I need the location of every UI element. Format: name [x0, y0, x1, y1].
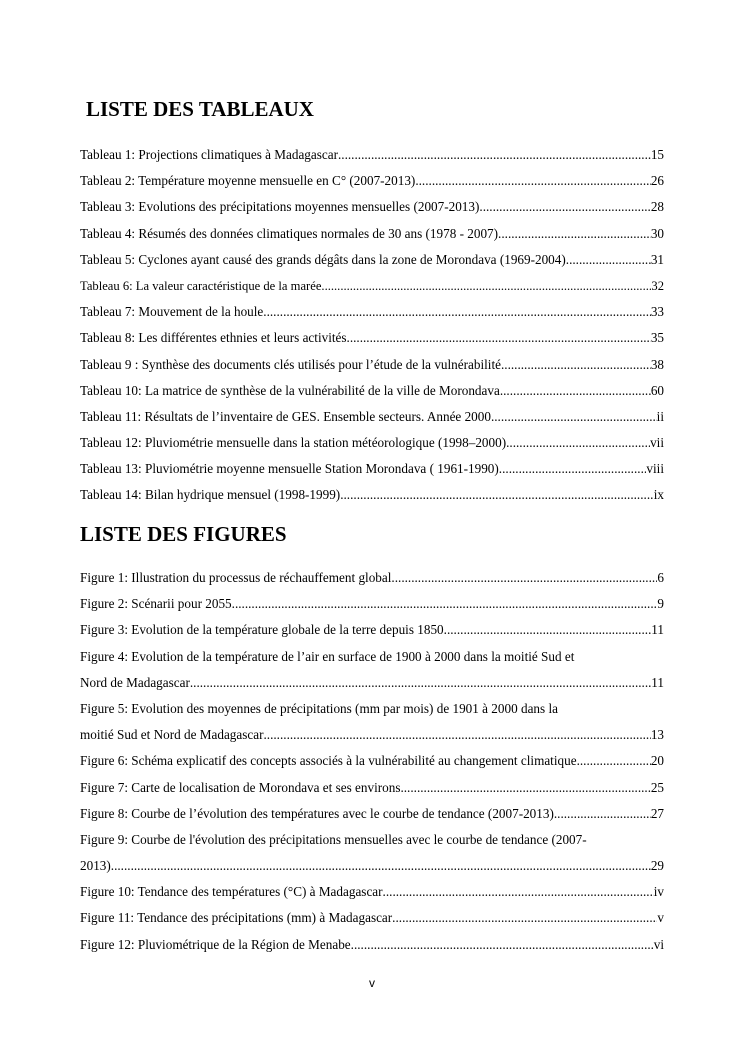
toc-entry[interactable]: Tableau 9 : Synthèse des documents clés utilisés pour l’étude de la vulnérabilité ..... 38: [80, 352, 664, 378]
toc-entry[interactable]: Figure 3: Evolution de la température globale de la terre depuis 1850 ..... 11: [80, 617, 664, 643]
figures-heading: LISTE DES FIGURES: [80, 522, 287, 546]
toc-entry[interactable]: Tableau 14: Bilan hydrique mensuel (1998-1999) ..... ix: [80, 482, 664, 508]
toc-entry[interactable]: Figure 8: Courbe de l’évolution des températures avec le courbe de tendance (2007-2013) ..... 27: [80, 801, 664, 827]
figures-list: [80, 565, 664, 958]
toc-entry[interactable]: Figure 12: Pluviométrique de la Région de Menabe ..... vi: [80, 932, 664, 958]
toc-entry[interactable]: Figure 4: Evolution de la température de l’air en surface de 1900 à 2000 dans la moitié Sud et Nord de Madagascar ..... 11: [80, 644, 664, 696]
toc-entry[interactable]: Tableau 4: Résumés des données climatiques normales de 30 ans (1978 - 2007) ..... 30: [80, 221, 664, 247]
toc-entry[interactable]: Figure 9: Courbe de l'évolution des précipitations mensuelles avec le courbe de tendance (2007- 2013) ..... 29: [80, 827, 664, 879]
toc-entry[interactable]: Tableau 3: Evolutions des précipitations moyennes mensuelles (2007-2013) ..... 28: [80, 194, 664, 220]
toc-entry[interactable]: Figure 5: Evolution des moyennes de précipitations (mm par mois) de 1901 à 2000 dans la moitié Sud et Nord de Madagascar ..... 13: [80, 696, 664, 748]
toc-entry[interactable]: Figure 6: Schéma explicatif des concepts associés à la vulnérabilité au changement climatique ..... 20: [80, 748, 664, 774]
tables-heading: LISTE DES TABLEAUX: [86, 97, 314, 121]
toc-entry[interactable]: Tableau 10: La matrice de synthèse de la vulnérabilité de la ville de Morondava ..... 60: [80, 378, 664, 404]
toc-entry[interactable]: Tableau 5: Cyclones ayant causé des grands dégâts dans la zone de Morondava (1969-2004) ..... 31: [80, 247, 664, 273]
toc-entry[interactable]: Figure 10: Tendance des températures (°C) à Madagascar ..... iv: [80, 879, 664, 905]
toc-entry[interactable]: Tableau 6: La valeur caractéristique de la marée ..... 32: [80, 273, 664, 299]
page-number: v: [369, 976, 375, 990]
toc-entry[interactable]: Figure 11: Tendance des précipitations (mm) à Madagascar ..... v: [80, 905, 664, 931]
toc-entry[interactable]: Tableau 7: Mouvement de la houle ..... 33: [80, 299, 664, 325]
toc-entry[interactable]: Tableau 1: Projections climatiques à Madagascar ..... 15: [80, 142, 664, 168]
tables-list: [80, 142, 664, 509]
toc-entry[interactable]: Tableau 12: Pluviométrie mensuelle dans la station météorologique (1998–2000) ..... vii: [80, 430, 664, 456]
toc-entry[interactable]: Tableau 13: Pluviométrie moyenne mensuelle Station Morondava ( 1961-1990) ..... viii: [80, 456, 664, 482]
toc-entry[interactable]: Tableau 11: Résultats de l’inventaire de GES. Ensemble secteurs. Année 2000 ..... ii: [80, 404, 664, 430]
toc-entry[interactable]: Tableau 2: Température moyenne mensuelle en C° (2007-2013) ..... 26: [80, 168, 664, 194]
toc-entry[interactable]: Figure 1: Illustration du processus de réchauffement global ..... 6: [80, 565, 664, 591]
toc-entry[interactable]: Tableau 8: Les différentes ethnies et leurs activités ..... 35: [80, 325, 664, 351]
toc-entry[interactable]: Figure 2: Scénarii pour 2055 ..... 9: [80, 591, 664, 617]
toc-entry[interactable]: Figure 7: Carte de localisation de Morondava et ses environs ..... 25: [80, 775, 664, 801]
